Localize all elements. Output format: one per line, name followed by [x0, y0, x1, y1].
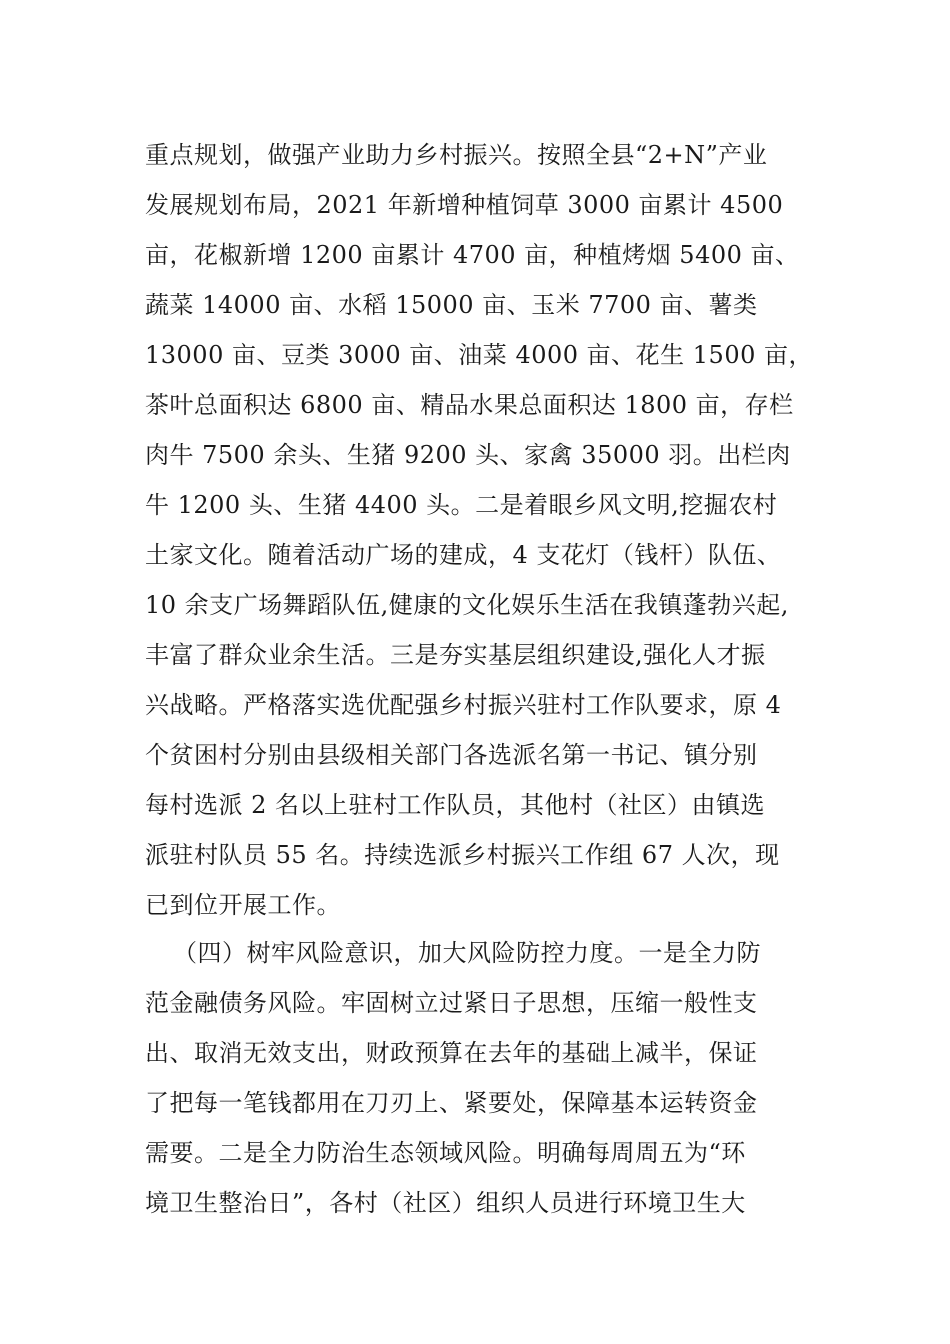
text-line: 兴战略。严格落实选优配强乡村振兴驻村工作队要求，原 4	[145, 691, 782, 719]
text-line: 发展规划布局，2021 年新增种植饲草 3000 亩累计 4500	[145, 191, 784, 219]
text-line: 13000 亩、豆类 3000 亩、油菜 4000 亩、花生 1500 亩，	[145, 341, 813, 369]
text-line: 重点规划，做强产业助力乡村振兴。按照全县“2+N”产业	[145, 141, 768, 169]
text-line: 蔬菜 14000 亩、水稻 15000 亩、玉米 7700 亩、薯类	[145, 291, 758, 319]
text-line: 10 余支广场舞蹈队伍,健康的文化娱乐生活在我镇蓬勃兴起,	[145, 591, 789, 619]
paragraph-continued	[145, 130, 815, 930]
text-line: 每村选派 2 名以上驻村工作队员，其他村（社区）由镇选	[145, 791, 766, 819]
paragraph-heading-line: （四）树牢风险意识，加大风险防控力度。一是全力防	[173, 939, 761, 967]
text-line: 个贫困村分别由县级相关部门各选派名第一书记、镇分别	[145, 741, 758, 769]
text-line: 范金融债务风险。牢固树立过紧日子思想，压缩一般性支	[145, 989, 758, 1017]
text-line: 了把每一笔钱都用在刀刃上、紧要处，保障基本运转资金	[145, 1089, 758, 1117]
text-line: 牛 1200 头、生猪 4400 头。二是着眼乡风文明,挖掘农村	[145, 491, 778, 519]
paragraph-risk-control	[145, 928, 815, 1228]
text-line: 土家文化。随着活动广场的建成，4 支花灯（钱杆）队伍、	[145, 541, 782, 569]
text-line: 肉牛 7500 余头、生猪 9200 头、家禽 35000 羽。出栏肉	[145, 441, 791, 469]
text-line: 境卫生整治日”，各村（社区）组织人员进行环境卫生大	[145, 1189, 746, 1217]
text-line: 已到位开展工作。	[145, 891, 341, 919]
text-line: 亩，花椒新增 1200 亩累计 4700 亩，种植烤烟 5400 亩、	[145, 241, 800, 269]
text-line: 出、取消无效支出，财政预算在去年的基础上减半，保证	[145, 1039, 758, 1067]
text-line: 丰富了群众业余生活。三是夯实基层组织建设,强化人才振	[145, 641, 766, 669]
text-line: 派驻村队员 55 名。持续选派乡村振兴工作组 67 人次，现	[145, 841, 780, 869]
text-line: 茶叶总面积达 6800 亩、精品水果总面积达 1800 亩，存栏	[145, 391, 794, 419]
text-line: 需要。二是全力防治生态领域风险。明确每周周五为“环	[145, 1139, 746, 1167]
